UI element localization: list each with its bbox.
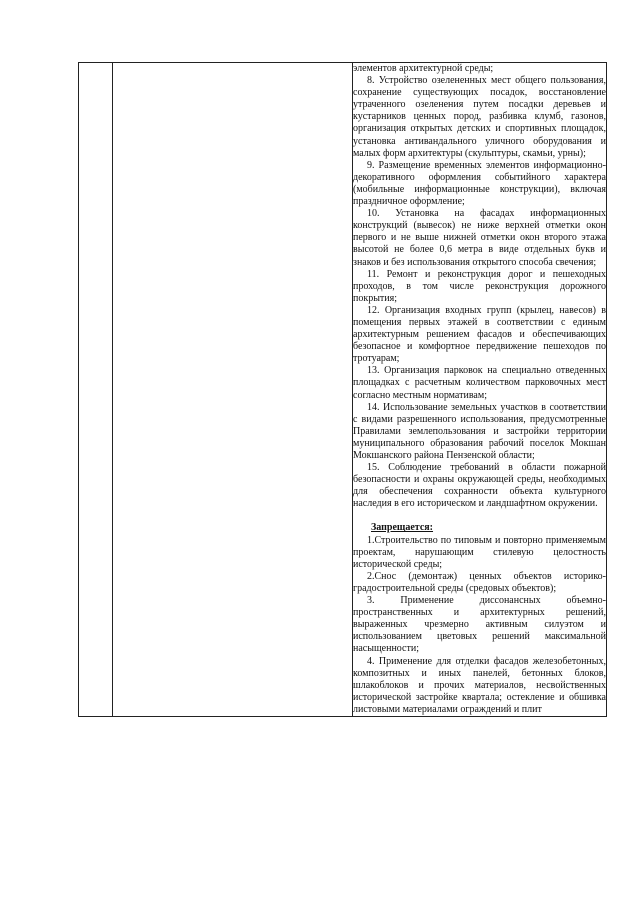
permitted-item-8: 8. Устройство озелененных мест общего пользования, сохранение существующих посадок, восстановление утраченного озеленения путем посадки деревьев и кустарников ценных пород, разбивка клумб, газонов, организация открытых детских и спортивных площадок, установка антивандального уличного оборудования и малых форм архитектуры (скульптуры, скамьи, урны); bbox=[353, 75, 606, 159]
permitted-item-13: 13. Организация парковок на специально отведенных площадках с расчетным количеством парковочных мест согласно местным нормативам; bbox=[353, 365, 606, 401]
requirements-column-cell bbox=[353, 63, 607, 717]
prohibited-heading: Запрещается: bbox=[371, 522, 434, 534]
permitted-item-11: 11. Ремонт и реконструкция дорог и пешеходных проходов, в том числе реконструкция дорожного покрытия; bbox=[353, 268, 606, 304]
permitted-item-15: 15. Соблюдение требований в области пожарной безопасности и охраны окружающей среды, необходимых для обеспечения сохранности объекта культурного наследия в его историческом и ландшафтном окружении. bbox=[353, 462, 606, 510]
table-row bbox=[79, 63, 607, 717]
permitted-item-10: 10. Установка на фасадах информационных конструкций (вывесок) не ниже верхней отметки окон первого и не выше нижней отметки окон второго этажа высотой не более 0,6 метра в виде отдельных букв и знаков и без использования открытого способа свечения; bbox=[353, 208, 606, 268]
prohibited-item-2: 2.Снос (демонтаж) ценных объектов историко-градостроительной среды (средовых объектов); bbox=[353, 570, 606, 594]
continuation-text: элементов архитектурной среды; bbox=[353, 63, 494, 74]
permitted-item-14: 14. Использование земельных участков в соответствии с видами разрешенного использования, предусмотренные Правилами землепользования и застройки территории муниципального образования рабочий поселок Мокшан Мокшанского района Пензенской области; bbox=[353, 401, 606, 461]
permitted-item-12: 12. Организация входных групп (крылец, навесов) в помещения первых этажей в соответствии с единым архитектурным решением фасадов и обеспечивающих безопасное и комфортное передвижение пешеходов по тротуарам; bbox=[353, 304, 606, 365]
requirements-text bbox=[353, 63, 606, 716]
prohibited-item-1: 1.Строительство по типовым и повторно применяемым проектам, нарушающим стилевую целостность исторической среды; bbox=[353, 534, 606, 570]
permitted-item-9: 9. Размещение временных элементов информационно-декоративного оформления событийного характера (мобильные информационные конструкции), включая праздничное оформление; bbox=[353, 159, 606, 208]
prohibited-item-3: 3. Применение диссонансных объемно-пространственных и архитектурных решений, выраженных чрезмерно активным силуэтом и использованием цветовых решений максимальной насыщенности; bbox=[353, 595, 606, 655]
regulations-table bbox=[78, 62, 607, 717]
number-column-cell bbox=[79, 63, 113, 717]
prohibited-item-4: 4. Применение для отделки фасадов железобетонных, композитных и иных панелей, бетонных блоков, шлакоблоков и прочих материалов, несвойственных исторической застройке квартала; остекление и обшивка листовыми материалами ограждений и плит bbox=[353, 655, 606, 715]
zone-column-cell bbox=[113, 63, 353, 717]
